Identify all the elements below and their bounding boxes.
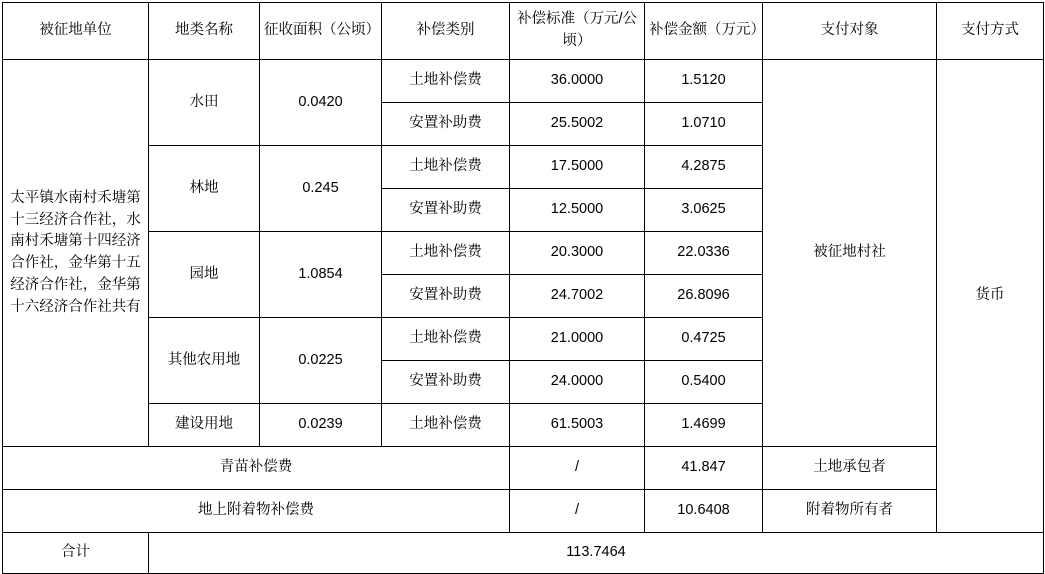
cell-category-1-1: 安置补助费	[382, 189, 510, 232]
cell-land-type-4: 建设用地	[149, 404, 260, 447]
cell-land-type-0: 水田	[149, 60, 260, 146]
table-row	[3, 447, 1044, 490]
header-unit: 被征地单位	[3, 3, 149, 60]
cell-amount-1-0: 4.2875	[645, 146, 763, 189]
cell-unit-name: 太平镇水南村禾塘第十三经济合作社，水南村禾塘第十四经济合作社，金华第十五经济合作社，金华第十六经济合作社共有	[3, 60, 149, 447]
cell-amount-0-0: 1.5120	[645, 60, 763, 103]
cell-standard-1-0: 17.5000	[510, 146, 645, 189]
cell-extra-payee-0: 土地承包者	[763, 447, 937, 490]
cell-standard-3-0: 21.0000	[510, 318, 645, 361]
cell-total-value: 113.7464	[149, 533, 1044, 574]
cell-area-1: 0.245	[260, 146, 382, 232]
cell-category-2-0: 土地补偿费	[382, 232, 510, 275]
header-payment-method: 支付方式	[937, 3, 1044, 60]
cell-extra-standard-0: /	[510, 447, 645, 490]
cell-extra-amount-0: 41.847	[645, 447, 763, 490]
cell-area-3: 0.0225	[260, 318, 382, 404]
cell-payment-method: 货币	[937, 60, 1044, 533]
header-payee: 支付对象	[763, 3, 937, 60]
table-row	[3, 60, 1044, 103]
cell-category-3-1: 安置补助费	[382, 361, 510, 404]
cell-category-3-0: 土地补偿费	[382, 318, 510, 361]
header-land-type: 地类名称	[149, 3, 260, 60]
cell-standard-0-1: 25.5002	[510, 103, 645, 146]
cell-amount-3-1: 0.5400	[645, 361, 763, 404]
cell-extra-amount-1: 10.6408	[645, 490, 763, 533]
cell-amount-1-1: 3.0625	[645, 189, 763, 232]
compensation-table	[2, 2, 1044, 574]
cell-total-label: 合计	[3, 533, 149, 574]
cell-land-type-2: 园地	[149, 232, 260, 318]
cell-standard-4-0: 61.5003	[510, 404, 645, 447]
cell-amount-4-0: 1.4699	[645, 404, 763, 447]
cell-area-4: 0.0239	[260, 404, 382, 447]
cell-category-4-0: 土地补偿费	[382, 404, 510, 447]
cell-category-0-1: 安置补助费	[382, 103, 510, 146]
cell-standard-2-0: 20.3000	[510, 232, 645, 275]
cell-category-2-1: 安置补助费	[382, 275, 510, 318]
cell-standard-0-0: 36.0000	[510, 60, 645, 103]
cell-standard-3-1: 24.0000	[510, 361, 645, 404]
cell-land-type-1: 林地	[149, 146, 260, 232]
cell-extra-payee-1: 附着物所有者	[763, 490, 937, 533]
table-row	[3, 490, 1044, 533]
cell-amount-0-1: 1.0710	[645, 103, 763, 146]
table-header-row	[3, 3, 1044, 60]
cell-extra-label-0: 青苗补偿费	[3, 447, 510, 490]
cell-amount-2-1: 26.8096	[645, 275, 763, 318]
header-category: 补偿类别	[382, 3, 510, 60]
cell-extra-standard-1: /	[510, 490, 645, 533]
cell-area-0: 0.0420	[260, 60, 382, 146]
header-amount: 补偿金额（万元）	[645, 3, 763, 60]
cell-extra-label-1: 地上附着物补偿费	[3, 490, 510, 533]
cell-category-1-0: 土地补偿费	[382, 146, 510, 189]
cell-amount-2-0: 22.0336	[645, 232, 763, 275]
header-area: 征收面积（公顷）	[260, 3, 382, 60]
cell-amount-3-0: 0.4725	[645, 318, 763, 361]
cell-category-0-0: 土地补偿费	[382, 60, 510, 103]
cell-standard-2-1: 24.7002	[510, 275, 645, 318]
cell-standard-1-1: 12.5000	[510, 189, 645, 232]
cell-land-type-3: 其他农用地	[149, 318, 260, 404]
cell-area-2: 1.0854	[260, 232, 382, 318]
header-standard: 补偿标准（万元/公顷）	[510, 3, 645, 60]
table-total-row	[3, 533, 1044, 574]
cell-payee-village: 被征地村社	[763, 60, 937, 447]
